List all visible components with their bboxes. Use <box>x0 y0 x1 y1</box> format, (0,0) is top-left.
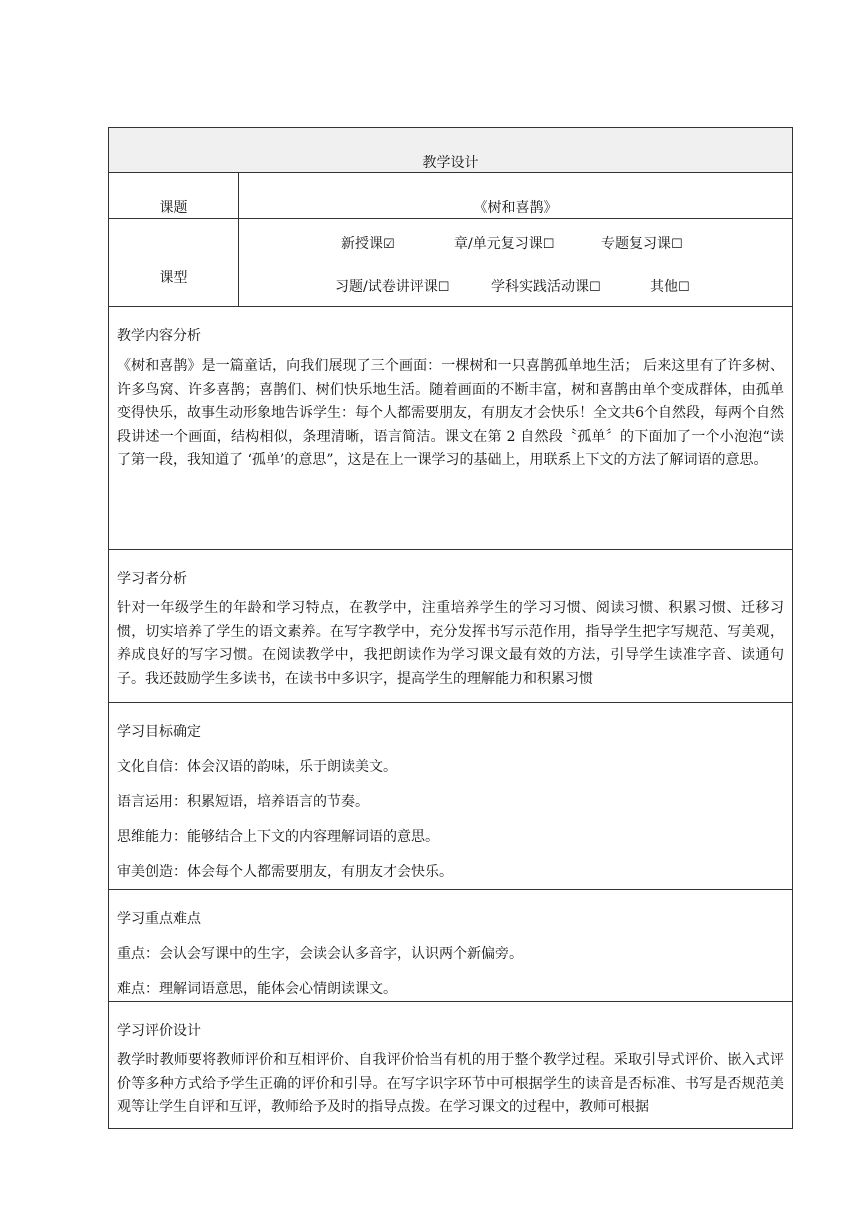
option-label: 章/单元复习课 <box>454 236 543 252</box>
topic-label: 课题 <box>109 173 239 218</box>
checkbox-icon[interactable]: ☐ <box>678 280 690 295</box>
key-points-section <box>109 890 792 1002</box>
lesson-type-line-1 <box>239 219 792 263</box>
section-heading: 学习者分析 <box>117 571 187 587</box>
section-body: 《树和喜鹊》是一篇童话，向我们展现了三个画面：一棵树和一只喜鹊孤单地生活； 后来这里有了许多树、许多鸟窝、许多喜鹊；喜鹊们、树们快乐地生活。随着画面的不断丰富，树和喜鹊由单个变成群体，由孤单变得快乐，故事生动形象地告诉学生：每个人都需要朋友，有朋友才会快乐！全文共6个自然段，每两个自然段讲述一个画面，结构相似，条理清晰，语言简洁。课文在第 2 自然段〝孤单〞的下面加了一个小泡泡“读了第一段，我知道了 ‘孤单’的意思”，这是在上一课学习的基础上，用联系上下文的方法了解词语的意思。 <box>117 358 784 468</box>
option-unit-review[interactable] <box>454 233 554 253</box>
checkbox-checked-icon[interactable]: ☑ <box>383 237 395 252</box>
lesson-type-line-2 <box>239 263 792 307</box>
table-title: 教学设计 <box>109 128 792 173</box>
lesson-type-label: 课型 <box>109 219 239 306</box>
option-topic-review[interactable] <box>601 233 683 253</box>
evaluation-section <box>109 1002 792 1129</box>
option-exercise-review[interactable] <box>335 276 449 296</box>
lesson-plan-table <box>108 127 793 1129</box>
option-label: 学科实践活动课 <box>491 279 589 295</box>
topic-value: 《树和喜鹊》 <box>473 200 558 216</box>
option-practice-activity[interactable] <box>491 276 601 296</box>
lesson-type-options <box>239 219 792 306</box>
section-heading: 学习评价设计 <box>117 1023 201 1039</box>
section-heading: 学习重点难点 <box>117 911 201 927</box>
checkbox-icon[interactable]: ☐ <box>589 280 601 295</box>
checkbox-icon[interactable]: ☐ <box>671 237 683 252</box>
objectives-section <box>109 703 792 890</box>
objective-item: 思维能力：能够结合上下文的内容理解词语的意思。 <box>117 829 439 845</box>
difficult-point-item: 难点：理解词语意思，能体会心情朗读课文。 <box>117 981 397 997</box>
section-heading: 学习目标确定 <box>117 724 201 740</box>
option-label: 其他 <box>650 279 678 295</box>
checkbox-icon[interactable]: ☐ <box>542 237 555 252</box>
option-new-lesson[interactable] <box>341 233 395 253</box>
option-label: 新授课 <box>341 236 383 252</box>
objective-item: 语言运用：积累短语，培养语言的节奏。 <box>117 794 369 810</box>
section-heading: 教学内容分析 <box>117 328 201 344</box>
section-body: 针对一年级学生的年龄和学习特点，在教学中，注重培养学生的学习习惯、阅读习惯、积累习惯、迁移习惯，切实培养了学生的语文素养。在写字教学中，充分发挥书写示范作用，指导学生把字写规范、写美观，养成良好的写字习惯。在阅读教学中，我把朗读作为学习课文最有效的方法，引导学生读准字音、读通句子。我还鼓励学生多读书，在读书中多识字，提高学生的理解能力和积累习惯 <box>117 600 784 687</box>
section-body: 教学时教师要将教师评价和互相评价、自我评价恰当有机的用于整个教学过程。采取引导式评价、嵌入式评价等多种方式给予学生正确的评价和引导。在写字识字环节中可根据学生的读音是否标准、书写是否规范美观等让学生自评和互评，教师给予及时的指导点拨。在学习课文的过程中，教师可根据 <box>117 1052 784 1115</box>
objective-item: 审美创造：体会每个人都需要朋友，有朋友才会快乐。 <box>117 864 453 880</box>
learner-analysis-section <box>109 550 792 703</box>
objective-item: 文化自信：体会汉语的韵味，乐于朗读美文。 <box>117 759 397 775</box>
topic-row <box>109 173 792 219</box>
checkbox-icon[interactable]: ☐ <box>437 280 450 295</box>
option-label: 习题/试卷讲评课 <box>335 279 438 295</box>
content-analysis-section <box>109 307 792 550</box>
option-other[interactable] <box>650 276 690 296</box>
option-label: 专题复习课 <box>601 236 671 252</box>
lesson-type-row <box>109 219 792 307</box>
key-point-item: 重点：会认会写课中的生字，会读会认多音字，认识两个新偏旁。 <box>117 946 523 962</box>
